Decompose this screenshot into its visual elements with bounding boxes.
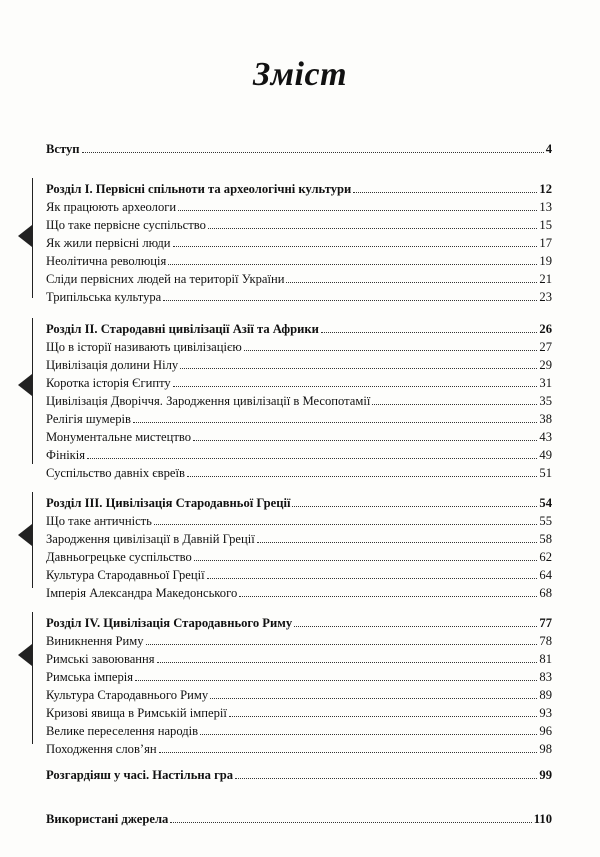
toc-entry[interactable] (46, 268, 552, 286)
dot-leader (168, 264, 537, 265)
toc-page: 77 (539, 616, 552, 630)
toc-label: Імперія Александра Македонського (46, 586, 238, 600)
dot-leader (159, 752, 538, 753)
toc-entry[interactable] (46, 528, 552, 546)
dot-leader (87, 458, 537, 459)
toc-page: 110 (533, 812, 552, 826)
dot-leader (372, 404, 537, 405)
toc-page: 62 (539, 550, 552, 564)
toc-label: Походження слов’ян (46, 742, 157, 756)
toc-entry[interactable] (46, 546, 552, 564)
dot-leader (353, 192, 537, 193)
toc-page: 81 (539, 652, 552, 666)
toc-page: 64 (539, 568, 552, 582)
dot-leader (173, 386, 538, 387)
dot-leader (208, 228, 538, 229)
toc-label: Зародження цивілізації в Давній Греції (46, 532, 255, 546)
toc-page: 29 (539, 358, 552, 372)
toc-page: 43 (539, 430, 552, 444)
toc-entry[interactable] (46, 648, 552, 666)
toc-entry[interactable] (46, 462, 552, 480)
dot-leader (235, 778, 537, 779)
toc-page: 78 (539, 634, 552, 648)
toc-page: 51 (539, 466, 552, 480)
dot-leader (292, 506, 537, 507)
dot-leader (157, 662, 538, 663)
toc-label: Культура Стародавньої Греції (46, 568, 205, 582)
toc-entry[interactable] (46, 510, 552, 528)
dot-leader (229, 716, 538, 717)
toc-label: Як жили первісні люди (46, 236, 171, 250)
toc-page: 12 (539, 182, 552, 196)
toc-page: 27 (539, 340, 552, 354)
toc-page: 35 (539, 394, 552, 408)
dot-leader (173, 246, 538, 247)
toc-entry[interactable] (46, 582, 552, 600)
section-marker-icon (18, 644, 32, 666)
toc-label: Римські завоювання (46, 652, 155, 666)
toc-entry[interactable] (46, 564, 552, 582)
toc-label: Цивілізація Дворіччя. Зародження цивілізації в Месопотамії (46, 394, 371, 408)
toc-label: Розділ ІІІ. Цивілізація Стародавньої Греції (46, 496, 291, 510)
toc-page: 55 (539, 514, 552, 528)
toc-entry[interactable] (46, 408, 552, 426)
toc-page: 21 (539, 272, 552, 286)
toc-page: 23 (539, 290, 552, 304)
dot-leader (180, 368, 537, 369)
toc-page: 83 (539, 670, 552, 684)
section-marker-icon (18, 374, 32, 396)
toc-label: Розділ IV. Цивілізація Стародавнього Риму (46, 616, 293, 630)
toc-entry[interactable] (46, 214, 552, 232)
toc-label: Вступ (46, 142, 80, 156)
toc-page: 49 (539, 448, 552, 462)
dot-leader (135, 680, 537, 681)
dot-leader (146, 644, 538, 645)
dot-leader (82, 152, 544, 153)
dot-leader (257, 542, 538, 543)
toc-label: Цивілізація долини Нілу (46, 358, 179, 372)
toc-entry[interactable] (46, 390, 552, 408)
toc-entry[interactable] (46, 426, 552, 444)
toc-entry-sources[interactable] (46, 808, 552, 826)
toc-entry[interactable] (46, 702, 552, 720)
toc-page: 98 (539, 742, 552, 756)
toc-label: Що таке первісне суспільство (46, 218, 206, 232)
toc-label: Розгардіяш у часі. Настільна гра (46, 768, 234, 782)
toc-label: Неолітична революція (46, 254, 167, 268)
toc-entry[interactable] (46, 720, 552, 738)
toc-label: Виникнення Риму (46, 634, 144, 648)
toc-label: Трипільська культура (46, 290, 162, 304)
dot-leader (187, 476, 537, 477)
toc-page: 17 (539, 236, 552, 250)
toc-label: Що таке античність (46, 514, 152, 528)
toc-page: 89 (539, 688, 552, 702)
dot-leader (194, 560, 538, 561)
toc-section-heading[interactable] (46, 318, 552, 336)
toc-label: Кризові явища в Римській імперії (46, 706, 227, 720)
toc-label: Давньогрецьке суспільство (46, 550, 192, 564)
toc-section-heading[interactable] (46, 492, 552, 510)
page-title: Зміст (252, 56, 348, 93)
toc-page: 19 (539, 254, 552, 268)
toc-entry[interactable] (46, 444, 552, 462)
dot-leader (294, 626, 537, 627)
toc-page: 15 (539, 218, 552, 232)
dot-leader (200, 734, 537, 735)
toc-label: Розділ ІІ. Стародавні цивілізації Азії та Африки (46, 322, 319, 336)
toc-label: Коротка історія Єгипту (46, 376, 171, 390)
toc-page: 93 (539, 706, 552, 720)
toc-section-heading[interactable] (46, 612, 552, 630)
toc-label: Суспільство давніх євреїв (46, 466, 185, 480)
toc-label: Культура Стародавнього Риму (46, 688, 209, 702)
toc-label: Монументальне мистецтво (46, 430, 192, 444)
dot-leader (133, 422, 537, 423)
dot-leader (244, 350, 538, 351)
toc-entry[interactable] (46, 684, 552, 702)
toc-entry[interactable] (46, 666, 552, 684)
toc-entry[interactable] (46, 354, 552, 372)
dot-leader (193, 440, 537, 441)
dot-leader (154, 524, 537, 525)
section-marker-icon (18, 524, 32, 546)
toc-section-heading[interactable] (46, 178, 552, 196)
toc-label: Велике переселення народів (46, 724, 199, 738)
toc-entry[interactable] (46, 372, 552, 390)
dot-leader (207, 578, 538, 579)
section-bracket (32, 178, 33, 298)
toc-page: 31 (539, 376, 552, 390)
toc-label: Як працюють археологи (46, 200, 177, 214)
dot-leader (163, 300, 537, 301)
toc-page: 4 (545, 142, 552, 156)
toc-entry[interactable] (46, 250, 552, 268)
toc-entry[interactable] (46, 336, 552, 354)
toc-label: Римська імперія (46, 670, 134, 684)
toc-page: 26 (539, 322, 552, 336)
toc-label: Що в історії називають цивілізацією (46, 340, 242, 354)
toc-entry[interactable] (46, 232, 552, 250)
toc-entry[interactable] (46, 196, 552, 214)
section-bracket (32, 612, 33, 744)
toc-entry-intro[interactable] (46, 138, 552, 156)
dot-leader (239, 596, 537, 597)
dot-leader (321, 332, 538, 333)
toc-page: 96 (539, 724, 552, 738)
dot-leader (170, 822, 531, 823)
toc-label: Розділ І. Первісні спільноти та археологічні культури (46, 182, 352, 196)
section-bracket (32, 492, 33, 588)
section-marker-icon (18, 225, 32, 247)
toc-label: Сліди первісних людей на території України (46, 272, 285, 286)
toc-entry[interactable] (46, 630, 552, 648)
toc-page: 13 (539, 200, 552, 214)
toc-page: 54 (539, 496, 552, 510)
section-bracket (32, 318, 33, 464)
dot-leader (286, 282, 537, 283)
toc-page: 38 (539, 412, 552, 426)
toc-page: 68 (539, 586, 552, 600)
toc-page: 58 (539, 532, 552, 546)
toc-label: Релігія шумерів (46, 412, 131, 426)
toc-page: 99 (539, 768, 552, 782)
dot-leader (178, 210, 537, 211)
toc-entry[interactable] (46, 286, 552, 304)
toc-entry-board-game[interactable] (46, 764, 552, 782)
dot-leader (210, 698, 537, 699)
toc-label: Використані джерела (46, 812, 169, 826)
toc-entry[interactable] (46, 738, 552, 756)
toc-label: Фінікія (46, 448, 86, 462)
